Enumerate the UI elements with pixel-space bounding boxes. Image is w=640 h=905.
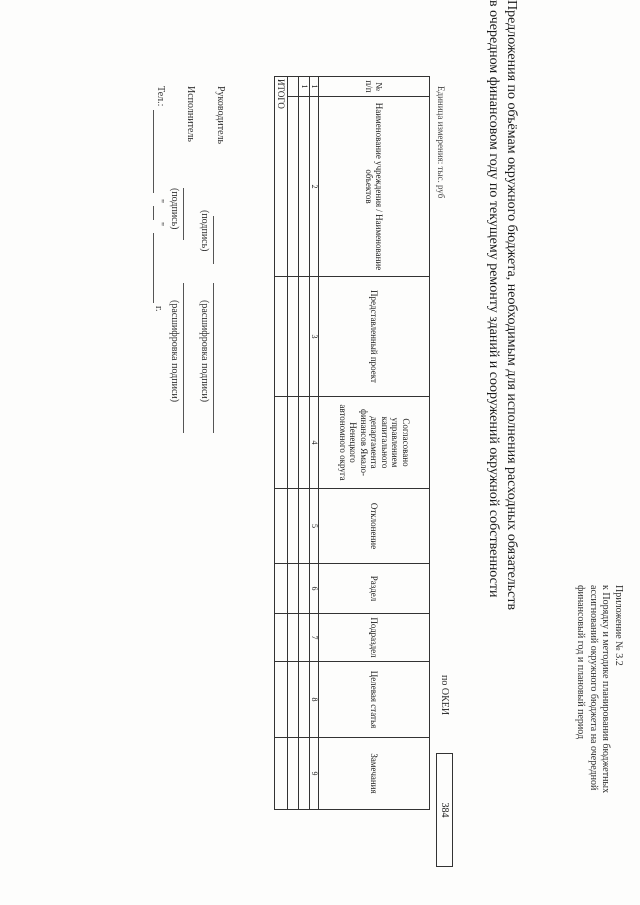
table-cell — [299, 738, 310, 810]
appendix-line: финансовый год и плановый период — [575, 585, 587, 740]
column-header: № п/п — [319, 77, 430, 97]
date-quote-close: " — [154, 222, 165, 227]
column-header: Раздел — [319, 564, 430, 614]
table-cell — [299, 662, 310, 738]
table-cell — [299, 97, 310, 277]
column-header: Согласовано управлением капитального департамента финансов Ямало-Ненецкого автономного округа — [319, 397, 430, 489]
head-decode-line — [213, 283, 214, 433]
column-number: 9 — [310, 738, 319, 810]
table-cell — [275, 614, 288, 662]
okei-code-box: 384 — [436, 753, 453, 867]
column-header: Отклонение — [319, 489, 430, 564]
column-header: Представленный проект — [319, 277, 430, 397]
column-number: 1 — [310, 77, 319, 97]
executor-decode-hint: (расшифровка подписи) — [169, 300, 180, 403]
table-header-row — [319, 77, 430, 810]
year-suffix: г. — [153, 306, 164, 312]
table-cell — [275, 397, 288, 489]
date-day-line — [153, 206, 154, 220]
total-label: ИТОГО — [275, 77, 288, 277]
appendix-line: ассигнований окружного бюджета на очередной — [587, 585, 599, 791]
table-cell — [288, 77, 299, 97]
table-cell — [288, 397, 299, 489]
table-cell — [275, 277, 288, 397]
table-cell — [299, 489, 310, 564]
column-header: Подраздел — [319, 614, 430, 662]
head-label: Руководитель — [215, 86, 226, 145]
table-cell — [299, 614, 310, 662]
table-cell — [299, 277, 310, 397]
column-header: Наименование учреждения / Наименование объектов — [319, 97, 430, 277]
column-number: 4 — [310, 397, 319, 489]
column-number: 6 — [310, 564, 319, 614]
executor-decode-line — [183, 283, 184, 433]
column-number: 5 — [310, 489, 319, 564]
column-header: Замечания — [319, 738, 430, 810]
appendix-caption — [574, 585, 624, 885]
executor-signature-hint: (подпись) — [169, 188, 180, 230]
head-signature-line — [213, 216, 214, 264]
budget-proposal-table — [274, 76, 430, 810]
column-number: 2 — [310, 97, 319, 277]
document-title-line-2: в очередном финансовом году по текущему ремонту зданий и сооружений окружной собственности — [486, 0, 501, 598]
column-header: Целевая статья — [319, 662, 430, 738]
table-cell — [299, 397, 310, 489]
table-cell — [288, 277, 299, 397]
total-row — [275, 77, 288, 810]
table-cell — [288, 662, 299, 738]
table-cell — [275, 564, 288, 614]
table-cell — [275, 662, 288, 738]
table-cell — [288, 614, 299, 662]
table-cell — [288, 738, 299, 810]
column-number: 8 — [310, 662, 319, 738]
column-number-row — [310, 77, 319, 810]
executor-label: Исполнитель — [185, 86, 196, 142]
column-number: 3 — [310, 277, 319, 397]
date-quote-open: " — [154, 199, 165, 204]
document-title-line-1: Предложения по объёмам окружного бюджета, необходимым для исполнения расходных обязательств — [504, 0, 519, 611]
table-row — [299, 77, 310, 810]
table-cell — [299, 564, 310, 614]
table-cell — [288, 489, 299, 564]
head-decode-hint: (расшифровка подписи) — [199, 300, 210, 403]
phone-label: Тел.: — [155, 86, 166, 107]
table-cell: 1 — [299, 77, 310, 97]
table-cell — [288, 564, 299, 614]
executor-signature-line — [183, 188, 184, 240]
date-month-line — [153, 233, 154, 303]
table-row — [288, 77, 299, 810]
appendix-line: к Порядку и методике планирования бюджетных — [600, 585, 612, 794]
appendix-line: Приложение № 3.2 — [613, 585, 624, 666]
column-number: 7 — [310, 614, 319, 662]
okei-label: по ОКЕИ — [439, 675, 450, 716]
table-cell — [288, 97, 299, 277]
table-cell — [275, 738, 288, 810]
phone-line — [153, 110, 154, 193]
table-cell — [275, 489, 288, 564]
head-signature-hint: (подпись) — [199, 210, 210, 252]
units-label: Единица измерения: тыс. руб — [436, 86, 446, 199]
